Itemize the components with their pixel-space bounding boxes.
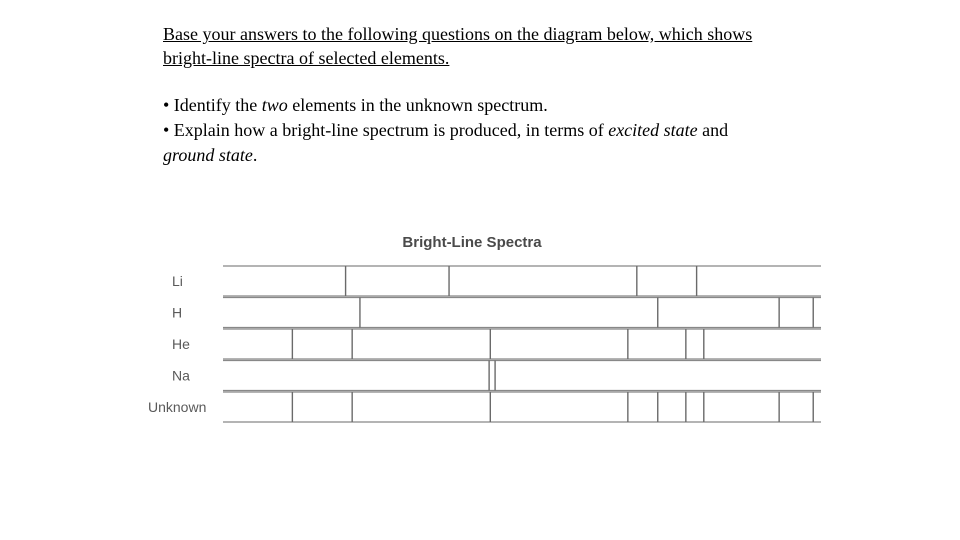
spectrum-h <box>172 298 821 328</box>
spectrum-label-he: He <box>172 336 190 352</box>
spectra-svg <box>140 225 830 435</box>
spectrum-he <box>172 329 821 359</box>
question-bullets <box>163 93 843 168</box>
spectrum-label-unknown: Unknown <box>148 399 207 415</box>
spectrum-label-li: Li <box>172 273 183 289</box>
spectrum-label-na: Na <box>172 367 190 384</box>
spectrum-na <box>172 361 821 391</box>
spectrum-label-h: H <box>172 304 183 321</box>
spectrum-unknown <box>148 392 821 422</box>
bullet-identify: • Identify the two elements in the unknown spectrum. <box>163 95 548 115</box>
spectrum-li <box>172 266 821 296</box>
spectra-diagram <box>140 225 830 435</box>
question-intro: Base your answers to the following questions on the diagram below, which shows bright-line spectra of selected elements. <box>163 24 753 68</box>
bullet-explain: • Explain how a bright-line spectrum is produced, in terms of excited state and ground state. <box>163 120 729 165</box>
diagram-title: Bright-Line Spectra <box>402 234 542 251</box>
